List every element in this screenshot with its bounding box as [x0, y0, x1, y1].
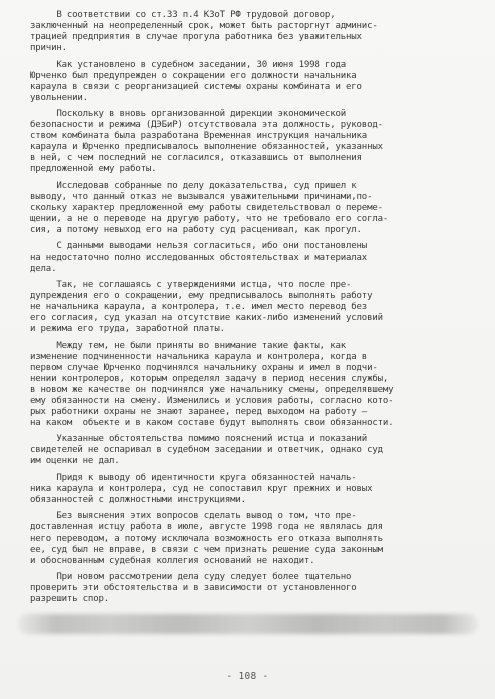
text-line: свидетелей не оспаривал в судебном заседании и ответчик, однако суд	[30, 445, 383, 456]
text-line: и обоснованным судебная коллегия оснований не находит.	[30, 555, 315, 566]
text-line: на каком объекте и в каком составе будут выполнять свои обязанности.	[30, 417, 394, 428]
text-line: ством комбината была разработана Временная инструкция начальника	[30, 131, 368, 142]
text-line: караула в связи с реорганизацией системы охраны комбината и его	[30, 81, 362, 92]
text-line: При новом рассмотрении дела суду следует более тщательно	[30, 572, 352, 583]
text-line: предложенной ему работы.	[30, 164, 157, 175]
text-line: дела.	[30, 263, 57, 274]
paragraph	[30, 10, 482, 54]
text-line: В соответствии со ст.33 п.4 КЗоТ РФ трудовой договор,	[30, 10, 336, 20]
paragraph	[30, 280, 482, 335]
text-line: разрешить спор.	[30, 594, 110, 605]
text-line: в ней, с чем последний не согласился, отказавшись от выполнения	[30, 153, 362, 164]
document-body	[30, 10, 482, 611]
text-line: трацией предприятия в случае прогула работника без уважительных	[30, 32, 362, 43]
text-line: скольку характер предложенной ему работы свидетельствовал о переме-	[30, 202, 383, 213]
text-line: Исследовав собранные по делу доказательства, суд пришел к	[30, 180, 357, 191]
text-line: Между тем, не были приняты во внимание такие факты, как	[30, 340, 347, 351]
paragraph	[30, 109, 482, 175]
text-line: сия, а потому невыход его на работу суд расценивал, как прогул.	[30, 225, 362, 236]
paragraph	[30, 181, 482, 236]
text-line: проверить эти обстоятельства и в зависимости от установленного	[30, 583, 357, 594]
text-line: караула и Юрченко предписывалось выполнение обязанностей, указанных	[30, 142, 383, 153]
paragraph	[30, 60, 482, 104]
text-line: им оценки не дал.	[30, 456, 120, 467]
text-line: не начальника караула, а контролера, т.е. имел место перевод без	[30, 302, 368, 313]
paragraph	[30, 572, 482, 605]
paragraph	[30, 341, 482, 429]
text-line: С данными выводами нельзя согласиться, ибо они постановлены	[30, 241, 368, 252]
text-line: Без выяснения этих вопросов сделать вывод о том, что пре-	[30, 511, 357, 522]
text-line: заключенный на неопределенный срок, может быть расторгнут админис-	[30, 21, 378, 32]
text-line: ее, суд был не вправе, в связи с чем признать решение суда законным	[30, 544, 383, 555]
text-line: на недостаточно полно исследованных обстоятельствах и материалах	[30, 252, 368, 263]
text-line: увольнении.	[30, 92, 88, 103]
text-line: и режима его труда, заработной платы.	[30, 324, 225, 335]
text-line: его согласия, суд указал на отсутствие каких-либо изменений условий	[30, 313, 383, 324]
paragraph	[30, 511, 482, 566]
text-line: выводу, что данный отказ не вызывался уважительными причинами,по-	[30, 191, 373, 202]
text-line: нении контролеров, которым определял задачу в период несения службы,	[30, 373, 389, 384]
paragraph	[30, 473, 482, 506]
text-line: дупреждения его о сокращении, ему предписывалось выполнять работу	[30, 291, 373, 302]
text-line: ему обязанности на смену. Изменились и условия работы, согласно кото-	[30, 395, 394, 406]
paragraph	[30, 434, 482, 467]
text-line: Так, не соглашаясь с утверждениями истца, что после пре-	[30, 279, 352, 290]
text-line: обязанностей с должностными инструкциями.	[30, 495, 246, 505]
scan-artifact-band	[18, 614, 478, 634]
text-line: Поскольку в вновь организованной дирекции экономической	[30, 109, 347, 120]
text-line: изменение подчиненности начальника караула и контролера, когда в	[30, 351, 368, 362]
text-line: Придя к выводу об идентичности круга обязанностей началь-	[30, 472, 357, 483]
text-line: него переводом, а потому исключала возможность его отказа выполнять	[30, 533, 383, 544]
text-line: ника караула и контролера, суд не сопоставил круг прежних и новых	[30, 483, 373, 494]
text-line: первом случае Юрченко подчинялся начальнику охраны и имел в подчи-	[30, 362, 378, 373]
text-line: Указанные обстоятельства помимо пояснений истца и показаний	[30, 434, 368, 445]
text-line: доставленная истцу работа в июле, августе 1998 года не являлась для	[30, 522, 383, 533]
text-line: причин.	[30, 43, 67, 54]
text-line: Юрченко был предупрежден о сокращении его должности начальника	[30, 70, 357, 81]
paragraph	[30, 241, 482, 274]
page-number: - 108 -	[226, 671, 269, 682]
text-line: безопасности и режима (ДЭБиР) отсутствовала эта должность, руковод-	[30, 120, 383, 131]
text-line: рых работники охраны не знают заранее, перед выходом на работу –	[30, 406, 368, 417]
text-line: Как установлено в судебном заседании, 30 июня 1998 года	[30, 59, 347, 70]
text-line: щении, а не о переводе на другую работу, что не требовало его согла-	[30, 213, 389, 224]
text-line: в новом же качестве он подчинялся уже начальнику смены, определявшему	[30, 384, 394, 395]
